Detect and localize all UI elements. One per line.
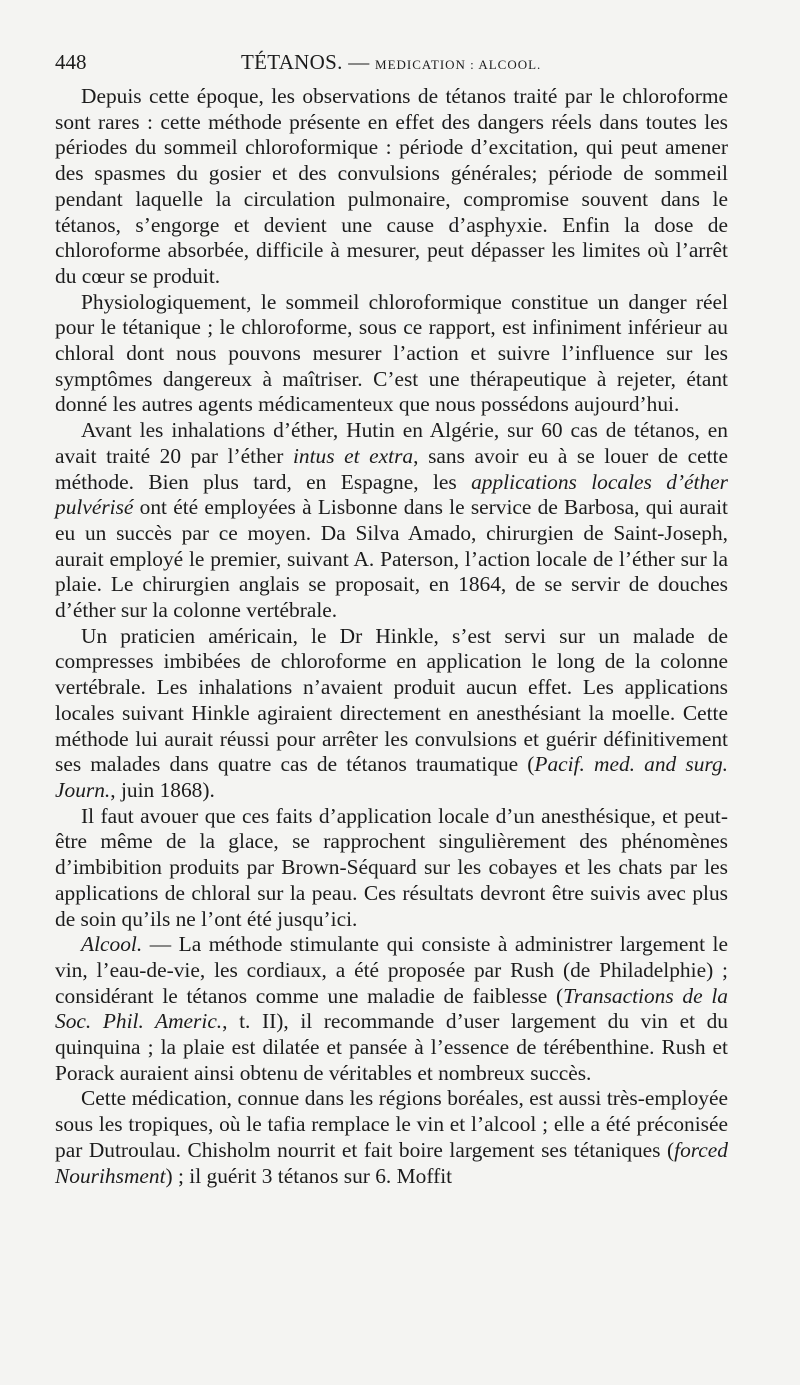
text-run: — La méthode stimulante qui consiste à administrer largement le vin, l’eau-de-vie, les cordiaux, a été proposée par Rush (de Philadelphie) ; considérant le tétanos comme une maladie de faiblesse ( xyxy=(55,932,728,1008)
italic-text: Transactions de la Soc. Phil. Americ. xyxy=(55,983,728,1034)
text-run: ont été employées à Lisbonne dans le service de Barbosa, qui aurait eu un succès par ce moyen. Da Silva Amado, chirurgien de Saint-Joseph, aurait employé le premier, suivant A. Paterson, l’action locale de l’éther sur la plaie. Le chirurgien anglais se proposait, en 1864, de se servir de douches d’éther sur la colonne vertébrale. xyxy=(55,495,728,623)
section-subtitle: MEDICATION : ALCOOL. xyxy=(375,57,542,72)
body-text xyxy=(55,84,728,1189)
paragraph xyxy=(55,624,728,804)
running-title xyxy=(241,46,541,81)
text-run: , sans avoir eu à se louer de cette méthode. Bien plus tard, en Espagne, les xyxy=(55,443,728,494)
running-header xyxy=(55,46,728,78)
text-run: Depuis cette époque, les observations de tétanos traité par le chloroforme sont rares : cette méthode présente en effet des dangers réels dans toutes les périodes du sommeil chloroformique : période d’excitation, qui peut amener des spasmes du gosier et des convulsions générales; période de sommeil pendant laquelle la circulation pulmonaire, compromise souvent dans le tétanos, s’engorge et devient une cause d’asphyxie. Enfin la dose de chloroforme absorbée, difficile à mesurer, peut dépasser les limites où l’arrêt du cœur se produit. xyxy=(55,84,728,288)
text-run: ) ; il guérit 3 tétanos sur 6. Moffit xyxy=(165,1163,453,1188)
italic-text: forced Nourihsment xyxy=(55,1137,728,1188)
text-run: Avant les inhalations d’éther, Hutin en Algérie, sur 60 cas de tétanos, en avait traité 20 par l’éther xyxy=(55,418,728,468)
italic-text: Alcool. xyxy=(81,932,143,957)
book-page xyxy=(55,46,728,1346)
paragraph xyxy=(55,290,728,419)
italic-text: Pacif. med. and surg. Journ. xyxy=(55,752,728,802)
text-run: Un praticien américain, le Dr Hinkle, s’est servi sur un malade de compresses imbibées de chloroforme en application le long de la colonne vertébrale. Les inhalations n’avaient produit aucun effet. Les applications locales suivant Hinkle agiraient directement en anesthésiant la moelle. Cette méthode lui aurait réussi pour arrêter les convulsions et guérir définitivement ses malades dans quatre cas de tétanos traumatique ( xyxy=(55,623,728,777)
text-run: Physiologiquement, le sommeil chloroformique constitue un danger réel pour le tétanique ; le chloroforme, sous ce rapport, est infiniment inférieur au chloral dont nous pouvons mesurer l’action et suivre l’influence sur les symptômes dangereux à maîtriser. C’est une thérapeutique à rejeter, étant donné les autres agents médicamenteux que nous possédons aujourd’hui. xyxy=(55,289,728,417)
italic-text: intus et extra xyxy=(292,443,414,468)
paragraph xyxy=(55,1086,728,1189)
page-number: 448 xyxy=(55,50,87,74)
text-run: , juin 1868). xyxy=(110,777,215,802)
paragraph xyxy=(55,418,728,624)
paragraph xyxy=(55,84,728,290)
text-run: Cette médication, connue dans les régions boréales, est aussi très-employée sous les tropiques, où le tafia remplace le vin et l’alcool ; elle a été préconisée par Dutroulau. Chisholm nourrit et fait boire largement ses tétaniques ( xyxy=(55,1086,728,1162)
text-run: , t. II), il recommande d’user largement du vin et du quinquina ; la plaie est dilatée et pansée à l’essence de térébenthine. Rush et Porack auraient ainsi obtenu de véritables et nombreux succès. xyxy=(55,1009,729,1085)
text-run: Il faut avouer que ces faits d’application locale d’un anesthésique, et peut-être même de la glace, se rapprochent singulièrement des phénomènes d’imbibition produits par Brown-Séquard sur les cobayes et les chats par les applications de chloral sur la peau. Ces résultats devront être suivis avec plus de soin qu’ils ne l’ont été jusqu’ici. xyxy=(55,803,728,931)
paragraph xyxy=(55,804,728,933)
chapter-title: TÉTANOS. xyxy=(241,50,343,74)
italic-text: applications locales d’éther pulvérisé xyxy=(55,469,728,520)
paragraph xyxy=(55,932,728,1086)
title-dash: — xyxy=(342,50,376,74)
